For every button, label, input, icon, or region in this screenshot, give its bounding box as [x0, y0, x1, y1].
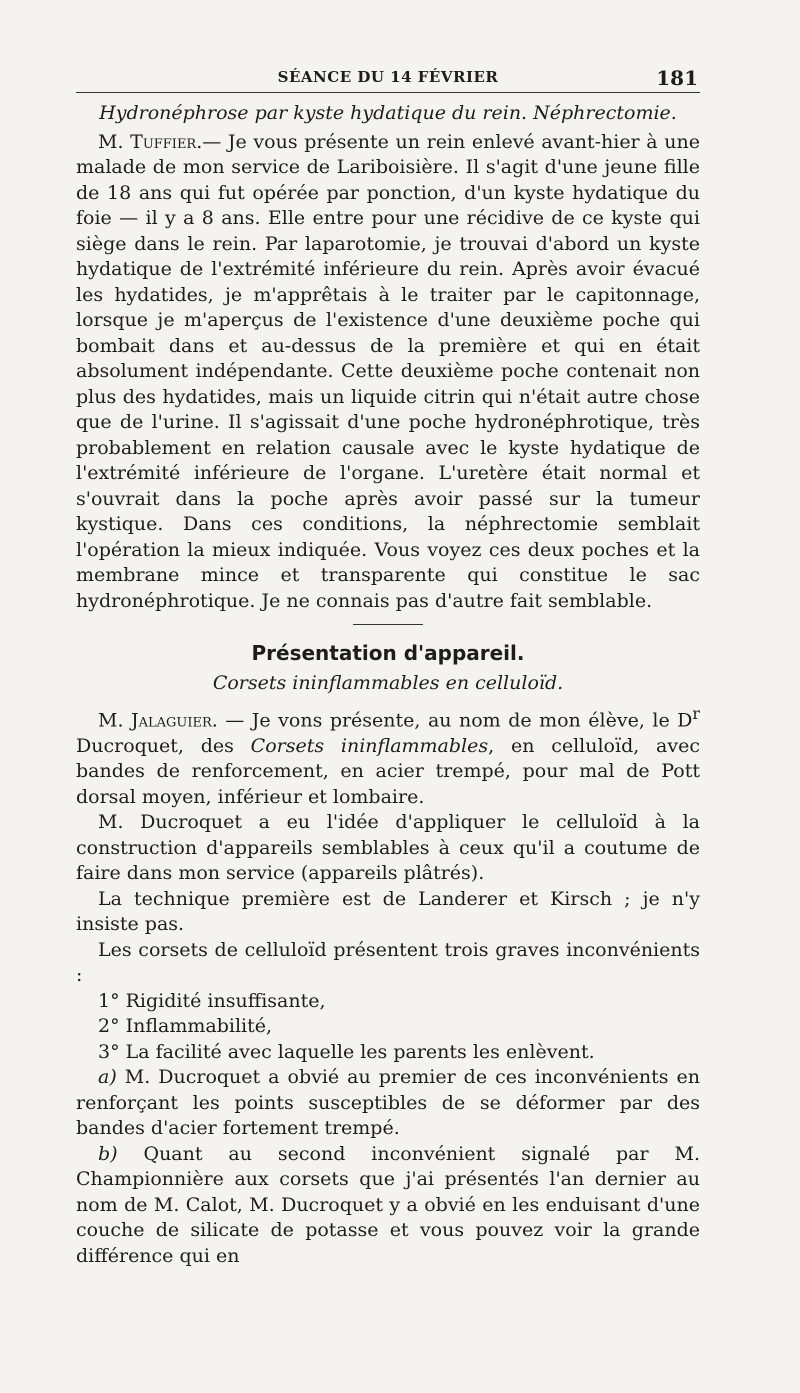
page-number: 181	[656, 66, 698, 90]
label-b: b)	[98, 1142, 118, 1165]
paragraph-jalaguier	[76, 701, 700, 810]
section-title-hydronephrose: Hydronéphrose par kyste hydatique du rein. Néphrectomie.	[99, 102, 677, 124]
paragraph-a	[76, 1065, 700, 1142]
paragraph-tuffier-text: — Je vous présente un rein enlevé avant-hier à une malade de mon service de Lariboisière. Il s'agit d'une jeune fille de 18 ans qui fut opérée par ponction, d'un kyste hydatique du foie — il y a 8 ans. Elle entre pour une récidive de ce kyste qui siège dans le rein. Par laparotomie, je trouvai d'abord un kyste hydatique de l'extrémité inférieure du rein. Après avoir évacué les hydatides, je m'apprêtais à le traiter par le capitonnage, lorsque je m'aperçus de l'existence d'une deuxième poche qui bombait dans et au-dessus de la première et qui en était absolument indépendante. Cette deuxième poche contenait non plus des hydatides, mais un liquide citrin qui n'était autre chose que de l'urine. Il s'agissait d'une poche hydronéphrotique, très probablement en relation causale avec le kyste hydatique de l'extrémité inférieure de l'organe. L'uretère était normal et s'ouvrait dans la poche après avoir passé sur la tumeur kystique. Dans ces conditions, la néphrectomie semblait l'opération la mieux indiquée. Vous voyez ces deux poches et la membrane mince et transparente qui constitue le sac hydronéphrotique. Je ne connais pas d'autre fait semblable.	[76, 130, 700, 612]
paragraph-jalaguier-text-c: , en celluloïd, avec bandes de renforcement, en acier trempé, pour mal de Pott dorsal moyen, inférieur et lombaire.	[76, 734, 701, 808]
list-item: 1° Rigidité insuffisante,	[98, 989, 326, 1012]
section-title-appareil: Présentation d'appareil.	[251, 641, 525, 665]
paragraph-tuffier	[76, 130, 700, 615]
paragraph-jalaguier-text-b: Ducroquet, des	[76, 734, 251, 757]
running-head	[76, 62, 700, 93]
speaker-jalaguier: M. Jalaguier.	[98, 709, 218, 732]
paragraph-b-text: Quant au second inconvénient signalé par M. Championnière aux corsets que j'ai présentés l'an dernier au nom de M. Calot, M. Ducroquet y a obvié en les enduisant d'une couche de silicate de potasse et vous pouvez voir la grande différence qui en	[76, 1142, 700, 1267]
paragraph-b	[76, 1142, 700, 1270]
paragraph-a-text: M. Ducroquet a obvié au premier de ces inconvénients en renforçant les points susceptibles de se déformer par des bandes d'acier fortement trempé.	[76, 1066, 700, 1140]
paragraph-jalaguier-text-a: — Je vons présente, au nom de mon élève, le D	[217, 709, 693, 732]
section-subtitle-corsets: Corsets ininflammables en celluloïd.	[212, 671, 564, 694]
doctor-superscript: r	[692, 704, 700, 723]
list-item: 3° La facilité avec laquelle les parents les enlèvent.	[98, 1040, 595, 1063]
paragraph-inconvenients: Les corsets de celluloïd présentent trois graves inconvénients :	[76, 938, 700, 987]
section-divider	[353, 624, 423, 625]
running-title: SÉANCE DU 14 FÉVRIER	[277, 68, 499, 86]
corsets-italic: Corsets ininflammables	[250, 734, 489, 757]
page	[76, 62, 700, 1269]
label-a: a)	[98, 1066, 117, 1089]
list-item: 2° Inflammabilité,	[98, 1015, 273, 1038]
paragraph-ducroquet-idea: M. Ducroquet a eu l'idée d'appliquer le celluloïd à la construction d'appareils semblables à ceux qu'il a coutume de faire dans mon service (appareils plâtrés).	[76, 811, 700, 885]
document-body	[76, 101, 700, 1269]
speaker-tuffier: M. Tuffier.	[98, 130, 203, 153]
paragraph-technique: La technique première est de Landerer et Kirsch ; je n'y insiste pas.	[76, 887, 700, 936]
